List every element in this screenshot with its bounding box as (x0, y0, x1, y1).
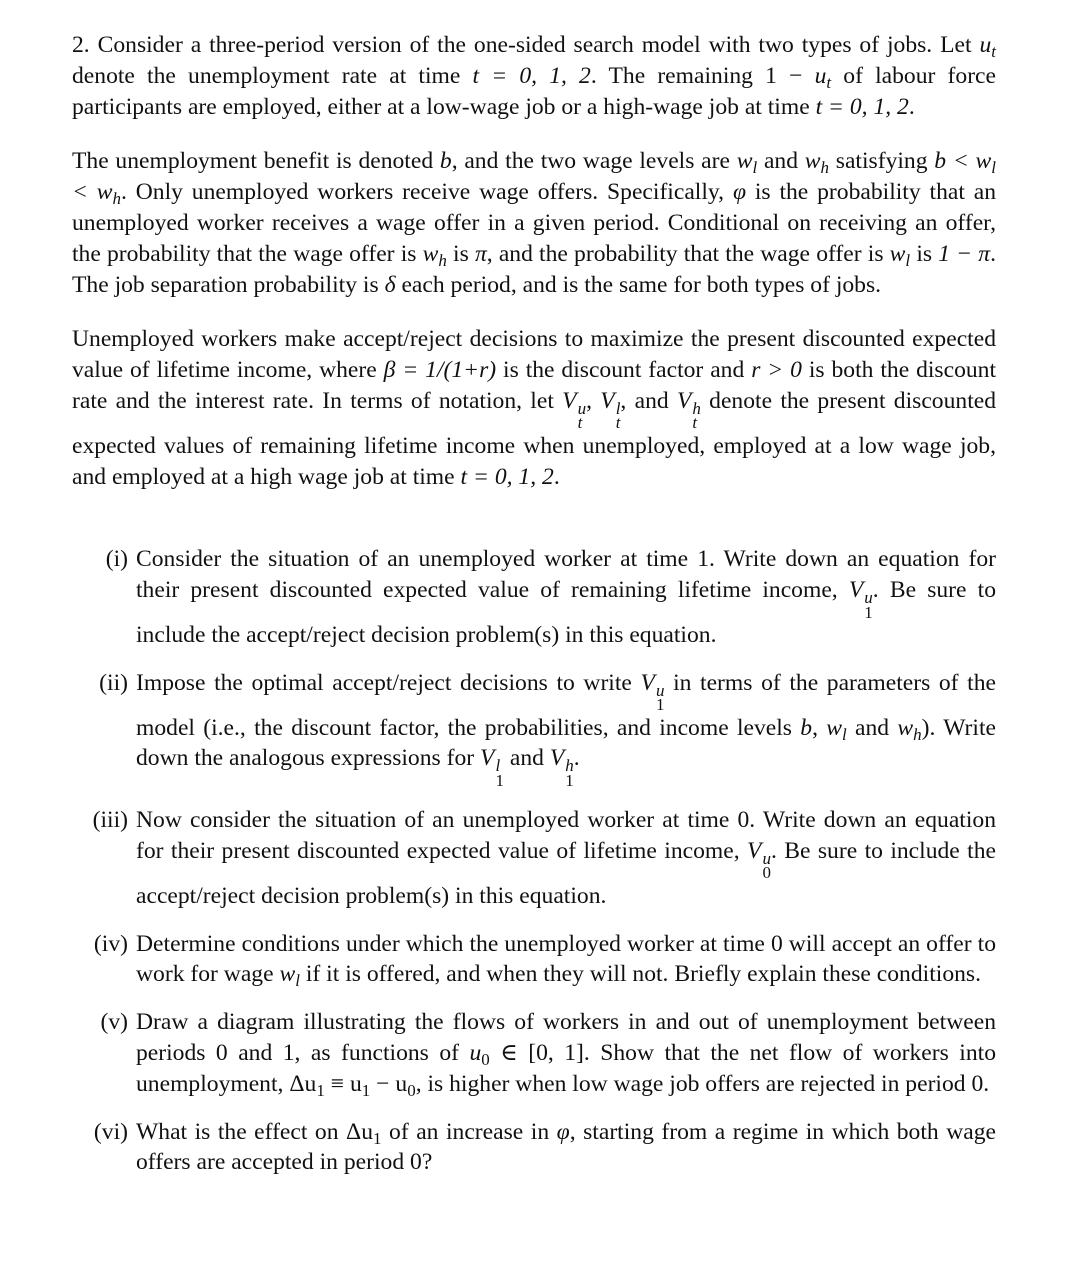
question-item-iii: (iii) Now consider the situation of an unemployed worker at time 0. Write down an equation for their present discounted expected value of lifetime income, V u 0 . Be sure to include the accept/reject decision problem(s) in this equation. (92, 807, 996, 909)
item-label: (vi) (93, 1118, 128, 1145)
item-label: (ii) (99, 669, 128, 696)
model-setup-paragraph: The unemployment benefit is denoted b, and the two wage levels are $w_l$ and $w_h$ satisfying $b < w_l < w_h$. Only unemployed workers receive wage offers. Specifically, φ is the probability that an unemployed worker receives a wage offer in a given period. Conditional on receiving an offer, the probability that the wage offer is $w_h$ is π, and the probability that the wage offer is $w_l$ is 1 − π. The job separation probability is δ each period, and is the same for both types of jobs. (72, 148, 997, 298)
problem-intro: 2. Consider a three-period version of the one-sided search model with two types of jobs. Let $u_t$ denote the unemployment rate at time t = 0, 1, 2. The remaining $1 - u_t$ of labour force participants are employed, either at a low-wage job or a high-wage job at time t = 0, 1, 2. (72, 32, 996, 120)
question-list (72, 544, 996, 1178)
item-label: (i) (105, 546, 128, 573)
item-label: (iv) (93, 930, 128, 957)
question-item-vi: (vi) What is the effect on $\Delta u_1$ of an increase in φ, starting from a regime in which both wage offers are accepted in period 0? (93, 1118, 996, 1176)
question-item-i: (i) Consider the situation of an unemployed worker at time 1. Write down an equation for their present discounted expected value of remaining lifetime income, V u 1 . Be sure to include the accept/reject decision problem(s) in this equation. (105, 546, 997, 648)
item-label: (v) (100, 1009, 128, 1036)
question-item-iv: (iv) Determine conditions under which the unemployed worker at time 0 will accept an offer to work for wage $w_l$ if it is offered, and when they will not. Briefly explain these conditions. (93, 930, 996, 991)
item-label: (iii) (92, 807, 128, 834)
question-item-v: (v) Draw a diagram illustrating the flows of workers in and out of unemployment between periods 0 and 1, as functions of $u_0$ ∈ [0, 1]. Show that the net flow of workers into unemployment, $\Delta u_1 \equiv u_1 - u_0$, is higher when low wage job offers are rejected in period 0. (100, 1009, 996, 1100)
notation-paragraph: Unemployed workers make accept/reject decisions to maximize the present discounted expected value of lifetime income, where β = 1/(1+r) is the discount factor and r > 0 is both the discount rate and the interest rate. In terms of notation, let V u t , V l t , and V h t denote the present discounted expected values of remaining lifetime income when unemployed, employed at a low wage job, and employed at a high wage job at time t = 0, 1, 2. (72, 326, 997, 490)
question-item-ii: (ii) Impose the optimal accept/reject decisions to write V u 1 in terms of the parameters of the model (i.e., the discount factor, the probabilities, and income levels b, $w_l$ and $w_h$). Write down the analogous expressions for V l 1 and V h 1 . (99, 669, 996, 790)
problem-number: 2. (72, 32, 90, 58)
